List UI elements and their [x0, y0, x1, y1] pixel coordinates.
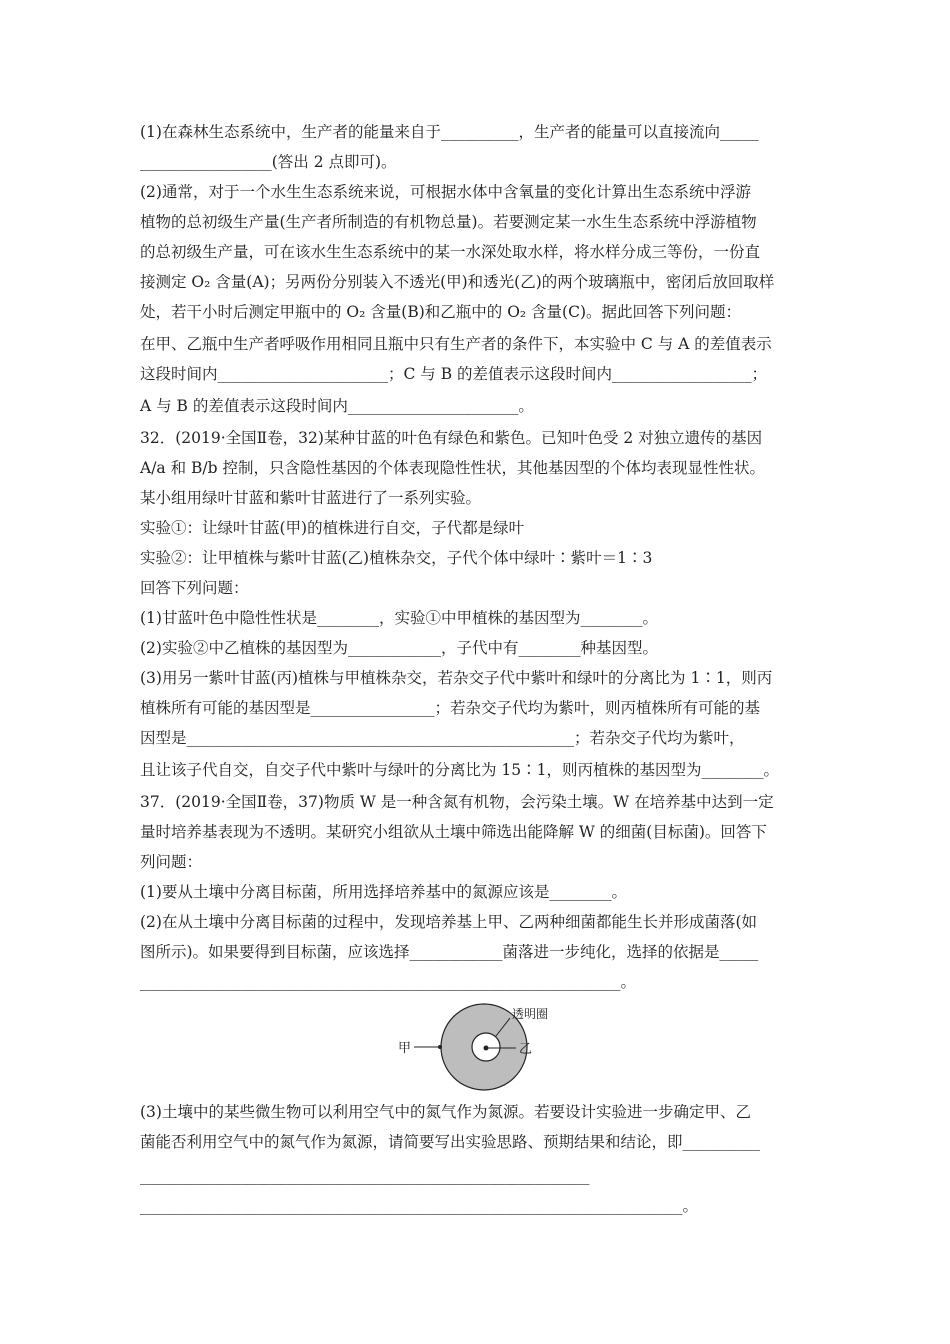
text-line: (1)在森林生态系统中，生产者的能量来自于__________，生产者的能量可以直接流向_____ [140, 123, 759, 141]
text-line: (1)甘蓝叶色中隐性性状是________，实验①中甲植株的基因型为________。 [140, 609, 658, 627]
text-line: 列问题： [140, 853, 203, 871]
text-line: 植株所有可能的基因型是________________；若杂交子代均为紫叶，则丙植株所有可能的基 [140, 699, 761, 717]
text-line: 实验②：让甲植株与紫叶甘蓝(乙)植株杂交，子代个体中绿叶∶紫叶＝1∶3 [140, 549, 653, 567]
text-line: 图所示)。如果要得到目标菌，应该选择____________菌落进一步纯化，选择的依据是_____ [140, 943, 759, 961]
text-line: (3)用另一紫叶甘蓝(丙)植株与甲植株杂交，若杂交子代中紫叶和绿叶的分离比为 1∶1，则丙 [140, 669, 773, 687]
text-line: 菌能否利用空气中的氮气作为氮源，请简要写出实验思路、预期结果和结论，即__________ [140, 1133, 761, 1151]
text-line: 植物的总初级生产量(生产者所制造的有机物总量)。若要测定某一水生生态系统中浮游植物 [140, 213, 757, 231]
label-yi: 乙 [519, 1042, 533, 1057]
text-line: 回答下列问题： [140, 579, 249, 597]
text-line: 在甲、乙瓶中生产者呼吸作用相同且瓶中只有生产者的条件下，本实验中 C 与 A 的差值表示 [140, 335, 772, 353]
text-line: (1)要从土壤中分离目标菌，所用选择培养基中的氮源应该是________。 [140, 883, 627, 901]
pointer-dot-jia [438, 1045, 442, 1049]
text-line: A/a 和 B/b 控制，只含隐性基因的个体表现隐性性状，其他基因型的个体均表现显性性状。 [140, 459, 765, 477]
text-line: (2)通常，对于一个水生生态系统来说，可根据水体中含氧量的变化计算出生态系统中浮游 [140, 183, 751, 201]
text-line: 因型是__________________________________________________；若杂交子代均为紫叶， [140, 729, 745, 747]
text-line: 的总初级生产量，可在该水生生态系统中的某一水深处取水样，将水样分成三等份，一份直 [140, 243, 761, 261]
text-line: 接测定 O₂ 含量(A)；另两份分别装入不透光(甲)和透光(乙)的两个玻璃瓶中，密闭后放回取样 [140, 273, 775, 291]
text-line: 某小组用绿叶甘蓝和紫叶甘蓝进行了一系列实验。 [140, 489, 482, 507]
text-line: 实验①：让绿叶甘蓝(甲)的植株进行自交，子代都是绿叶 [140, 519, 525, 537]
text-line: (3)土壤中的某些微生物可以利用空气中的氮气作为氮源。若要设计实验进一步确定甲、乙 [140, 1103, 751, 1121]
text-line: 37．(2019·全国Ⅱ卷，37)物质 W 是一种含氮有机物，会污染土壤。W 在培养基中达到一定 [140, 793, 774, 811]
text-line: ______________________________________________________________。 [140, 973, 637, 991]
text-line: (2)在从土壤中分离目标菌的过程中，发现培养基上甲、乙两种细菌都能生长并形成菌落(如 [140, 913, 758, 931]
colony-yi [484, 1046, 489, 1051]
text-line: 32．(2019·全国Ⅱ卷，32)某种甘蓝的叶色有绿色和紫色。已知叶色受 2 对独立遗传的基因 [140, 429, 763, 447]
text-line: 且让该子代自交，自交子代中紫叶与绿叶的分离比为 15∶1，则丙植株的基因型为________。 [140, 761, 780, 779]
label-transparent-ring: 透明圈 [512, 1007, 549, 1021]
petri-dish-figure [380, 1000, 580, 1092]
text-line: _________________(答出 2 点即可)。 [140, 153, 397, 171]
label-jia: 甲 [398, 1041, 412, 1056]
text-line: ______________________________________________________________________。 [140, 1197, 699, 1215]
text-line: 处，若干小时后测定甲瓶中的 O₂ 含量(B)和乙瓶中的 O₂ 含量(C)。据此回答下列问题： [140, 303, 741, 321]
text-line: 这段时间内______________________；C 与 B 的差值表示这段时间内__________________； [140, 365, 768, 383]
text-line: A 与 B 的差值表示这段时间内______________________。 [140, 397, 534, 415]
text-line: __________________________________________________________ [140, 1167, 590, 1185]
text-line: (2)实验②中乙植株的基因型为____________，子代中有________种基因型。 [140, 639, 658, 657]
text-line: 量时培养基表现为不透明。某研究小组欲从土壤中筛选出能降解 W 的细菌(目标菌)。回答下 [140, 823, 767, 841]
